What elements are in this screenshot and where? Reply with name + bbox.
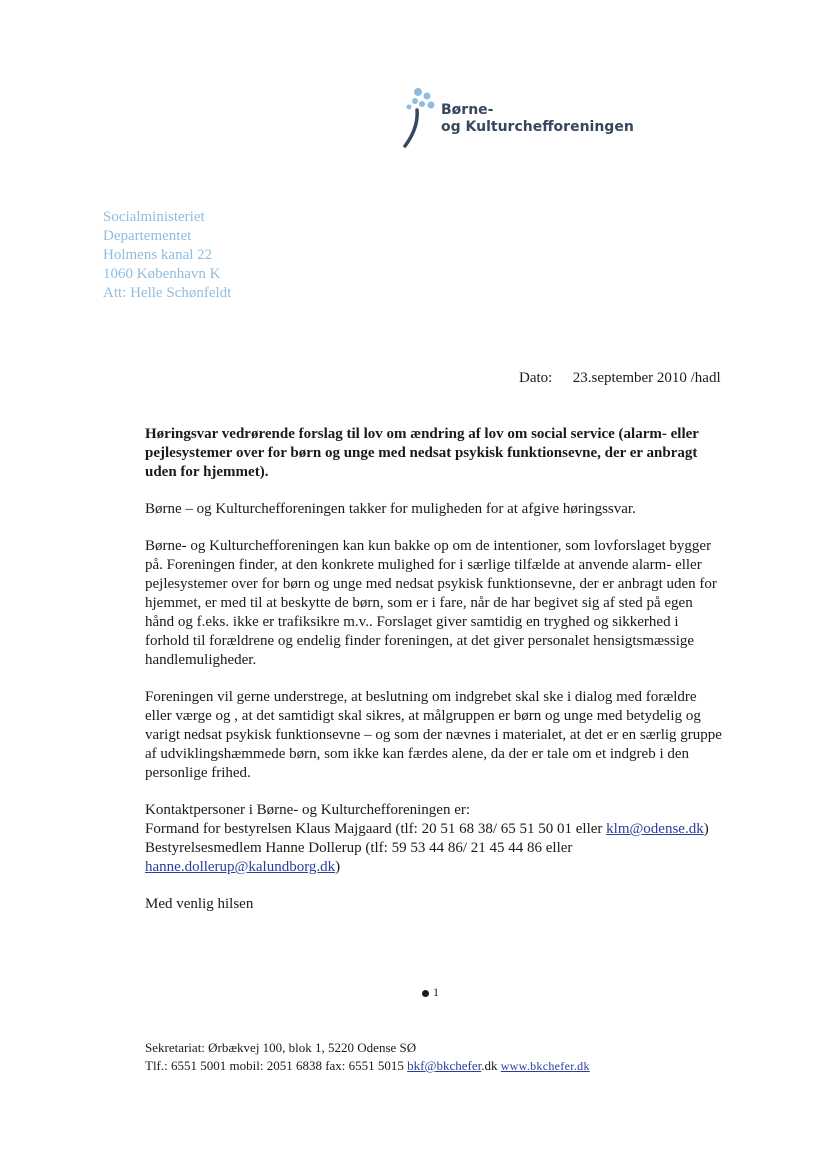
contact-board-member: Bestyrelsesmedlem Hanne Dollerup (tlf: 59 53 44 86/ 21 45 44 86 eller (145, 840, 573, 856)
recipient-address (103, 208, 231, 303)
recipient-line: Departementet (103, 228, 192, 244)
association-logo (400, 86, 640, 150)
page-number (422, 985, 439, 1000)
body-paragraph: Børne – og Kulturchefforeningen takker for muligheden for at afgive høringssvar. (145, 501, 636, 517)
footer-phones: Tlf.: 6551 5001 mobil: 2051 6838 fax: 6551 5015 (145, 1058, 408, 1073)
contact-board-member-email (145, 858, 725, 877)
footer-email-suffix: .dk (481, 1058, 501, 1073)
logo-wordmark (441, 102, 634, 136)
contact-chairman-close: ) (703, 821, 709, 837)
recipient-line: Holmens kanal 22 (103, 247, 213, 263)
page-number-value: 1 (433, 985, 439, 999)
logo-figure-icon (400, 86, 440, 150)
footer-website-link[interactable]: www.bkchefer.dk (500, 1059, 590, 1073)
recipient-line: 1060 København K (103, 266, 221, 282)
recipient-line: Socialministeriet (103, 209, 205, 225)
footer-contact-line (145, 1057, 590, 1075)
letter-subject: Høringsvar vedrørende forslag til lov om ændring af lov om social service (alarm- eller pejlesystemer over for børn og unge med nedsat psykisk funktionsevne, der er anbragt uden for hjemmet). (145, 426, 699, 480)
letter-date (519, 370, 721, 387)
logo-line-1: Børne- (441, 102, 494, 118)
body-paragraph: Børne- og Kulturchefforeningen kan kun bakke op om de intentioner, som lovforslaget bygger på. Foreningen finder, at den konkrete mulighed for i særlige tilfælde at anvende alarm- eller pejlesystemer over for børn og unge med nedsat psykisk funktionsevne, der er anbragt uden for hjemmet, er med til at beskytte de børn, som er i fare, når de har begivet sig af sted på egen hånd og f.eks. ikke er trafiksikre m.v.. Forslaget giver samtidig en tryghed og sikkerhed i forhold til forældrene og endelig finder foreningen, at det giver personalet hensigtsmæssige handlemuligheder. (145, 538, 717, 668)
footer-address: Sekretariat: Ørbækvej 100, blok 1, 5220 Odense SØ (145, 1040, 417, 1055)
body-paragraph: Foreningen vil gerne understrege, at beslutning om indgrebet skal ske i dialog med forældre eller værge og , at det samtidigt skal sikres, at målgruppen er børn og unge med betydelig og varigt nedsat psykisk funktionsevne – og som der nævnes i materialet, at det er en særlig gruppe af udviklingshæmmede børn, som ikke kan færdes alene, da der er tale om et indgreb i den personlige frihed. (145, 689, 722, 781)
chairman-email-link[interactable]: klm@odense.dk (606, 821, 704, 837)
contact-block (145, 801, 725, 877)
contact-board-member-close: ) (335, 859, 341, 875)
date-value: 23.september 2010 /hadl (572, 370, 721, 386)
letter-body (145, 425, 725, 914)
letter-footer (145, 1039, 590, 1075)
date-label: Dato: (519, 370, 553, 386)
bullet-icon (422, 990, 429, 997)
contacts-intro: Kontaktpersoner i Børne- og Kulturchefforeningen er: (145, 802, 471, 818)
footer-email-link[interactable]: bkf@bkchefer (407, 1058, 482, 1073)
recipient-line: Att: Helle Schønfeldt (103, 285, 232, 301)
logo-line-2: og Kulturchefforeningen (441, 119, 634, 135)
board-member-email-link[interactable]: hanne.dollerup@kalundborg.dk (145, 859, 336, 875)
closing-greeting: Med venlig hilsen (145, 896, 254, 912)
contact-chairman (145, 820, 725, 839)
contact-chairman-text: Formand for bestyrelsen Klaus Majgaard (tlf: 20 51 68 38/ 65 51 50 01 eller (145, 821, 607, 837)
